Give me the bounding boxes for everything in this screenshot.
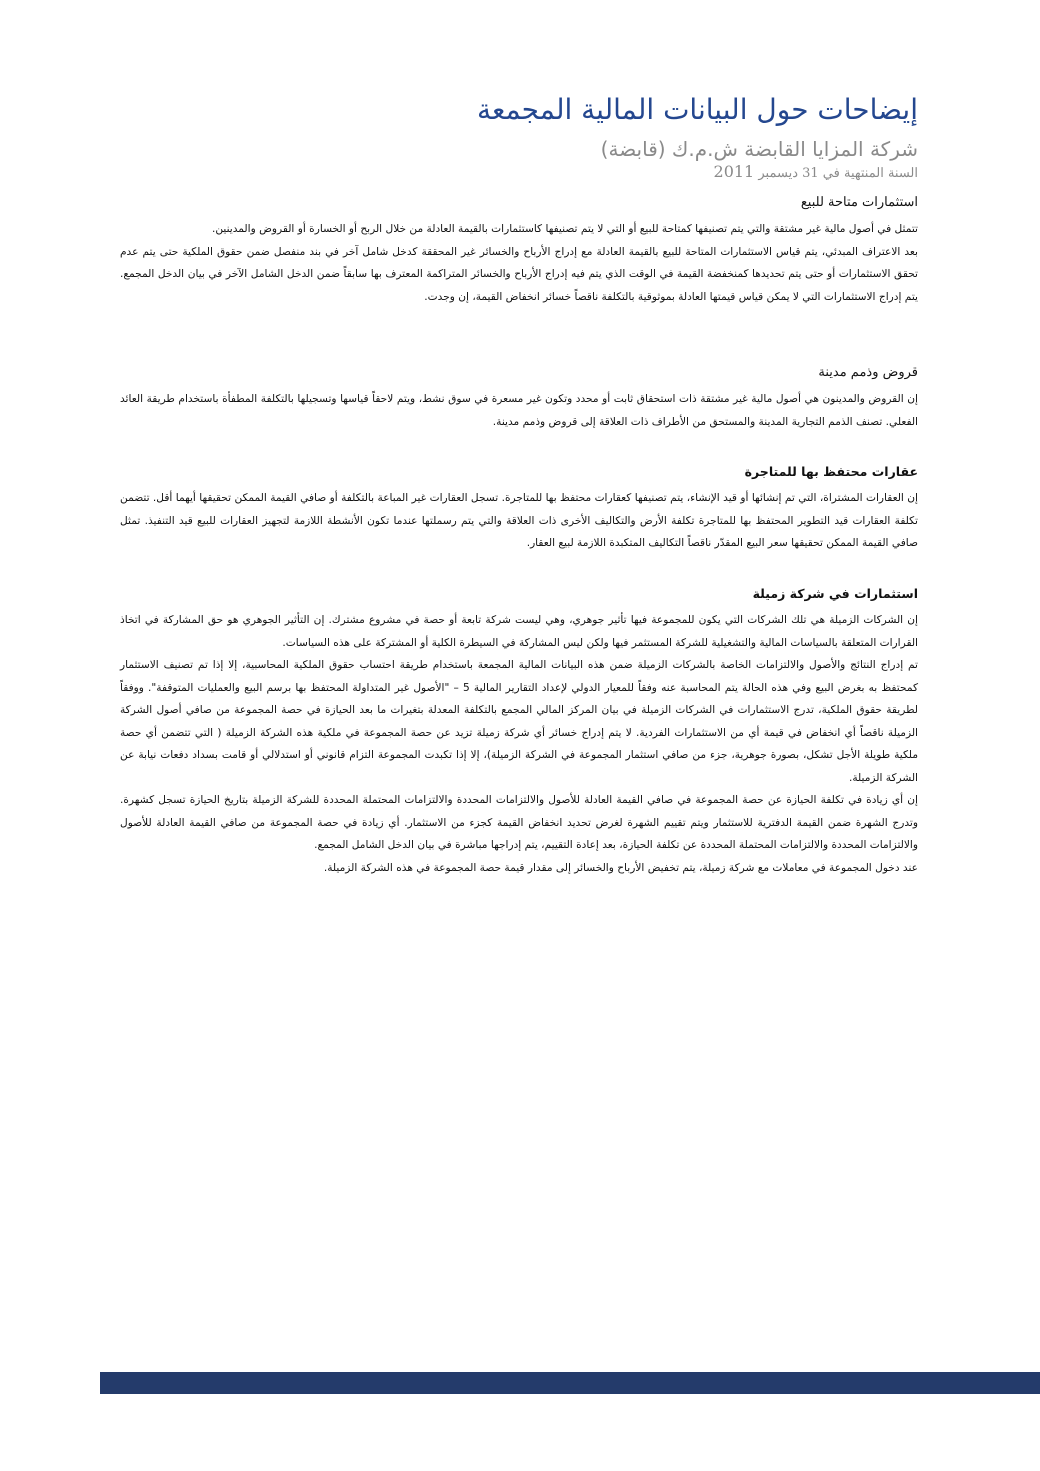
- paragraph: إن الشركات الزميلة هي تلك الشركات التي يكون للمجموعة فيها تأثير جوهري، وهي ليست شركة تابعة أو حصة في مشروع مشترك. إن التأثير الجوهري هو حق المشاركة في اتخاذ القرارات المتعلقة بالسياسات المالية والتشغيلية للشركة المستثمر فيها ولكن ليس المشاركة في السيطرة الكلية أو المشتركة على هذه السياسات.: [120, 614, 918, 649]
- period-year: 2011: [713, 162, 755, 181]
- section-heading: استثمارات في شركة زميلة: [752, 586, 918, 601]
- document-title: إيضاحات حول البيانات المالية المجمعة: [476, 93, 918, 126]
- period-line: [714, 162, 918, 184]
- section-heading: استثمارات متاحة للبيع: [800, 195, 918, 210]
- paragraph: تتمثل في أصول مالية غير مشتقة والتي يتم تصنيفها كمتاحة للبيع أو التي لا يتم تصنيفها كاستثمارات بالقيمة العادلة من خلال الربح أو الخسارة أو القروض والمدينين.: [211, 223, 918, 235]
- paragraph: إن أي زيادة في تكلفة الحيازة عن حصة المجموعة في صافي القيمة العادلة للأصول والالتزامات المحددة والالتزامات المحتملة المحددة للشركة الزميلة بتاريخ الحيازة تسجل كشهرة. وتدرج الشهرة ضمن القيمة الدفترية للاستثمار ويتم تقييم الشهرة لغرض تحديد انخفاض القيمة كجزء من الاستثمار. أي زيادة في حصة المجموعة من صافي القيمة العادلة للأصول والالتزامات المحددة والالتزامات المحتملة المحددة عن تكلفة الحيازة، بعد إعادة التقييم، يتم إدراجها مباشرة في بيان الدخل الشامل المجمع.: [120, 794, 918, 851]
- footer-bar: [100, 1372, 1040, 1394]
- paragraph: تم إدراج النتائج والأصول والالتزامات الخاصة بالشركات الزميلة ضمن هذه البيانات المالية المجمعة باستخدام طريقة احتساب حقوق الملكية المحاسبية، إلا إذا تم تصنيف الاستثمار كمحتفظ به بغرض البيع وفي هذه الحالة يتم المحاسبة عنه وفقاً للمعيار الدولي لإعداد التقارير المالية 5 – "الأصول غير المتداولة المحتفظ بها برسم البيع والعمليات المتوقفة". ووفقاً لطريقة حقوق الملكية، تدرج الاستثمارات في الشركات الزميلة في بيان المركز المالي المجمع بالتكلفة المعدلة بتغيرات ما بعد الحيازة في حصة المجموعة من صافي أصول الشركة الزميلة ناقصاً أي انخفاض في قيمة أي من الاستثمارات الفردية. لا يتم إدراج خسائر أي شركة زميلة تزيد عن حصة المجموعة في ملكية هذه الشركة الزميلة ( التي تتضمن أي حصة ملكية طويلة الأجل تشكل، بصورة جوهرية، جزء من صافي استثمار المجموعة في الشركة الزميلة)، إلا إذا تكبدت المجموعة التزام قانوني أو استدلالي أو قامت بسداد دفعات نيابة عن الشركة الزميلة.: [120, 659, 918, 784]
- section-associates: [120, 583, 918, 879]
- section-heading: قروض وذمم مدينة: [818, 365, 918, 380]
- paragraph: بعد الاعتراف المبدئي، يتم قياس الاستثمارات المتاحة للبيع بالقيمة العادلة مع إدراج الأرباح والخسائر غير المحققة كدخل شامل آخر في بند منفصل ضمن حقوق الملكية حتى يتم عدم تحقق الاستثمارات أو حتى يتم تحديدها كمنخفضة القيمة في الوقت الذي يتم فيه إدراج الأرباح والخسائر المتراكمة المعترف بها سابقاً ضمن الدخل الشامل الآخر في بيان الدخل المجمع. يتم إدراج الاستثمارات التي لا يمكن قياس قيمتها العادلة بموثوقية بالتكلفة ناقصاً خسائر انخفاض القيمة، إن وجدت.: [120, 245, 918, 303]
- section-available-for-sale: [120, 192, 918, 308]
- paragraph: إن العقارات المشتراة، التي تم إنشائها أو قيد الإنشاء، يتم تصنيفها كعقارات محتفظ بها للمتاجرة. تسجل العقارات غير المباعة بالتكلفة أو صافي القيمة الممكن تحقيقها أيهما أقل. تتضمن تكلفة العقارات قيد التطوير المحتفظ بها للمتاجرة تكلفة الأرض والتكاليف الأخرى ذات العلاقة والتي يتم رسملتها عندما تكون الأنشطة اللازمة لتجهيز العقارات للبيع قيد التنفيذ. تمثل صافي القيمة الممكن تحقيقها سعر البيع المقدّر ناقصاً التكاليف المتكبدة اللازمة لبيع العقار.: [120, 492, 918, 549]
- company-name: شركة المزايا القابضة ش.م.ك (قابضة): [600, 137, 918, 161]
- section-loans-receivables: [120, 362, 918, 433]
- period-text: السنة المنتهية في 31 ديسمبر: [758, 166, 918, 181]
- paragraph: إن القروض والمدينون هي أصول مالية غير مشتقة ذات استحقاق ثابت أو محدد وتكون غير مسعرة في سوق نشط، ويتم لاحقاً قياسها وتسجيلها بالتكلفة المطفأة باستخدام طريقة العائد الفعلي. تصنف الذمم التجارية المدينة والمستحق من الأطراف ذات العلاقة إلى قروض وذمم مدينة.: [120, 393, 918, 428]
- section-heading: عقارات محتفظ بها للمتاجرة: [744, 464, 918, 479]
- section-trading-properties: [120, 461, 918, 555]
- paragraph: عند دخول المجموعة في معاملات مع شركة زميلة، يتم تخفيض الأرباح والخسائر إلى مقدار قيمة حصة المجموعة في هذه الشركة الزميلة.: [323, 861, 918, 874]
